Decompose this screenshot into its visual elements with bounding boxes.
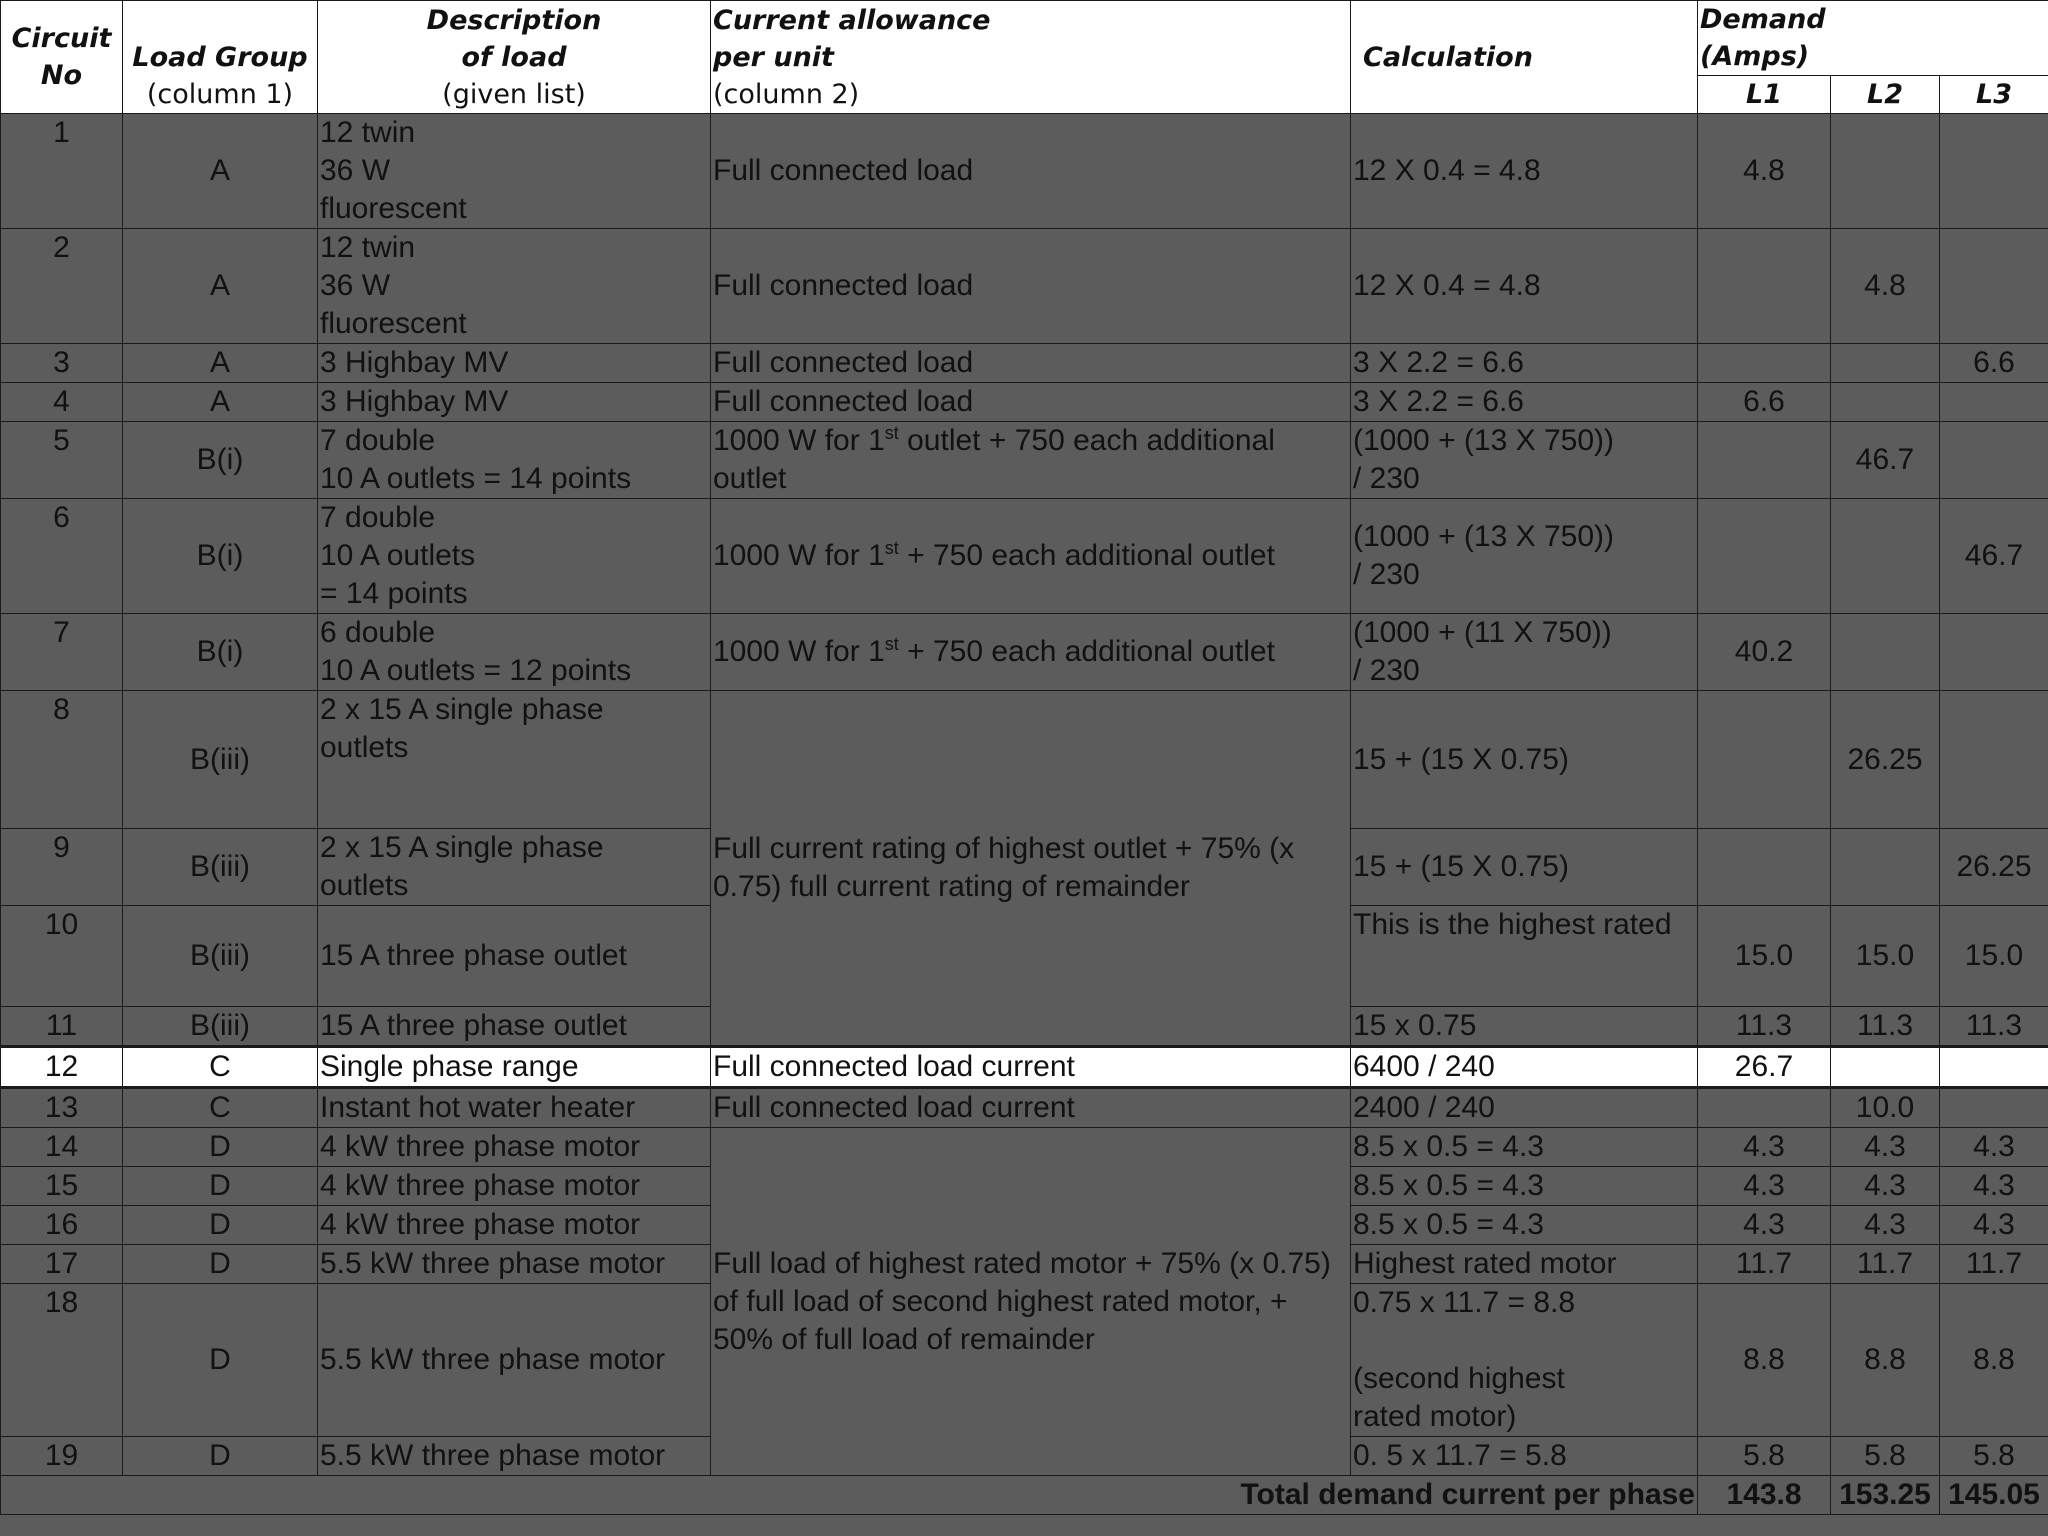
allowance-superscript: st bbox=[884, 634, 899, 654]
demand-l1-cell bbox=[1698, 1088, 1831, 1128]
calculation-cell bbox=[1351, 1206, 1698, 1245]
calculation-cell bbox=[1351, 383, 1698, 422]
rows.18.calc-line: 0. 5 x 11.7 = 5.8 bbox=[1353, 1439, 1567, 1472]
description-cell bbox=[318, 383, 711, 422]
header-calculation: Calculation bbox=[1351, 1, 1698, 114]
rows.12.calc-line: 2400 / 240 bbox=[1353, 1091, 1495, 1124]
rows.5.desc-line: = 14 points bbox=[320, 577, 468, 610]
allowance-cell: Full connected load bbox=[711, 114, 1351, 229]
rows.2.calc-line: 3 X 2.2 = 6.6 bbox=[1353, 346, 1524, 379]
table-row bbox=[1, 1128, 2048, 1167]
rows.14.calc-line: 8.5 x 0.5 = 4.3 bbox=[1353, 1169, 1544, 1202]
description-cell bbox=[318, 1245, 711, 1284]
load-group-cell: B(iii) bbox=[123, 691, 318, 829]
demand-l1-cell bbox=[1698, 829, 1831, 906]
header-circuit-no: Circuit No bbox=[1, 1, 123, 114]
load-group-cell: B(i) bbox=[123, 499, 318, 614]
table-row bbox=[1, 1088, 2048, 1128]
demand-l3-cell bbox=[1940, 229, 2048, 344]
rows.16.desc-line: 5.5 kW three phase motor bbox=[320, 1247, 666, 1280]
rows.17.desc-line: 5.5 kW three phase motor bbox=[320, 1343, 666, 1376]
total-l3: 145.05 bbox=[1940, 1476, 2048, 1515]
allowance-cell: Full connected load bbox=[711, 229, 1351, 344]
circuit-no-cell: 5 bbox=[1, 422, 123, 499]
table-row bbox=[1, 614, 2048, 691]
demand-l1-cell: 4.3 bbox=[1698, 1128, 1831, 1167]
circuit-no-cell: 15 bbox=[1, 1167, 123, 1206]
header-allowance: Current allowance per unit (column 2) bbox=[711, 1, 1351, 114]
description-cell bbox=[318, 1088, 711, 1128]
header-l3: L3 bbox=[1940, 76, 2048, 114]
demand-l1-cell: 11.3 bbox=[1698, 1007, 1831, 1047]
load-group-cell: A bbox=[123, 229, 318, 344]
table-body bbox=[1, 114, 2048, 1515]
calculation-cell bbox=[1351, 229, 1698, 344]
demand-l2-cell bbox=[1831, 344, 1940, 383]
rows.5.calc-line: (1000 + (13 X 750)) bbox=[1353, 520, 1614, 553]
demand-l3-cell bbox=[1940, 114, 2048, 229]
demand-l3-cell: 11.3 bbox=[1940, 1007, 2048, 1047]
demand-l2-cell: 46.7 bbox=[1831, 422, 1940, 499]
demand-l3-cell: 4.3 bbox=[1940, 1206, 2048, 1245]
total-l1: 143.8 bbox=[1698, 1476, 1831, 1515]
load-group-cell: D bbox=[123, 1128, 318, 1167]
rows.13.desc-line: 4 kW three phase motor bbox=[320, 1130, 641, 1163]
demand-l3-cell: 46.7 bbox=[1940, 499, 2048, 614]
demand-l1-cell: 11.7 bbox=[1698, 1245, 1831, 1284]
demand-l2-cell: 15.0 bbox=[1831, 906, 1940, 1007]
calculation-cell bbox=[1351, 499, 1698, 614]
allowance-cell: Full load of highest rated motor + 75% (x 0.75) of full load of second highest rated motor, + 50% of full load of remainder bbox=[711, 1128, 1351, 1476]
circuit-no-cell: 12 bbox=[1, 1047, 123, 1088]
demand-l1-cell bbox=[1698, 422, 1831, 499]
allowance-text: 1000 W for 1 bbox=[713, 539, 885, 572]
table-row bbox=[1, 344, 2048, 383]
rows.10.desc-line: 15 A three phase outlet bbox=[320, 1009, 627, 1042]
circuit-no-cell: 3 bbox=[1, 344, 123, 383]
load-group-cell: B(iii) bbox=[123, 829, 318, 906]
rows.13.calc-line: 8.5 x 0.5 = 4.3 bbox=[1353, 1130, 1544, 1163]
allowance-text: + 750 each additional outlet bbox=[898, 539, 1275, 572]
header-demand: Demand (Amps) bbox=[1698, 1, 2048, 76]
rows.4.calc-line: / 230 bbox=[1353, 462, 1420, 495]
rows.7.desc-line: 2 x 15 A single phase bbox=[320, 693, 604, 726]
rows.0.desc-line: fluorescent bbox=[320, 192, 467, 225]
demand-l1-cell: 8.8 bbox=[1698, 1284, 1831, 1437]
rows.1.desc-line: 36 W bbox=[320, 269, 391, 302]
load-group-cell: C bbox=[123, 1047, 318, 1088]
table-row bbox=[1, 499, 2048, 614]
demand-l3-cell: 5.8 bbox=[1940, 1437, 2048, 1476]
rows.15.calc-line: 8.5 x 0.5 = 4.3 bbox=[1353, 1208, 1544, 1241]
description-cell bbox=[318, 229, 711, 344]
demand-l2-cell bbox=[1831, 1047, 1940, 1088]
demand-l3-cell: 8.8 bbox=[1940, 1284, 2048, 1437]
rows.0.calc-line: 12 X 0.4 = 4.8 bbox=[1353, 154, 1541, 187]
rows.4.desc-line: 7 double bbox=[320, 424, 436, 457]
description-cell bbox=[318, 1047, 711, 1088]
demand-l3-cell: 15.0 bbox=[1940, 906, 2048, 1007]
description-cell bbox=[318, 906, 711, 1007]
allowance-cell: Full connected load current bbox=[711, 1047, 1351, 1088]
demand-l3-cell: 11.7 bbox=[1940, 1245, 2048, 1284]
header-row bbox=[1, 1, 2048, 76]
rows.11.calc-line: 6400 / 240 bbox=[1353, 1050, 1495, 1083]
calculation-cell bbox=[1351, 1245, 1698, 1284]
rows.14.desc-line: 4 kW three phase motor bbox=[320, 1169, 641, 1202]
rows.8.desc-line: outlets bbox=[320, 869, 409, 902]
description-cell bbox=[318, 499, 711, 614]
rows.3.calc-line: 3 X 2.2 = 6.6 bbox=[1353, 385, 1524, 418]
allowance-superscript: st bbox=[884, 423, 899, 443]
rows.18.desc-line: 5.5 kW three phase motor bbox=[320, 1439, 666, 1472]
rows.10.calc-line: 15 x 0.75 bbox=[1353, 1009, 1477, 1042]
header-description: Description of load (given list) bbox=[318, 1, 711, 114]
allowance-text: 1000 W for 1 bbox=[713, 424, 885, 457]
demand-l3-cell bbox=[1940, 1088, 2048, 1128]
calculation-cell bbox=[1351, 114, 1698, 229]
demand-l1-cell bbox=[1698, 499, 1831, 614]
rows.4.calc-line: (1000 + (13 X 750)) bbox=[1353, 424, 1614, 457]
rows.0.desc-line: 36 W bbox=[320, 154, 391, 187]
demand-l3-cell: 4.3 bbox=[1940, 1167, 2048, 1206]
load-group-cell: A bbox=[123, 114, 318, 229]
demand-l2-cell: 5.8 bbox=[1831, 1437, 1940, 1476]
rows.6.desc-line: 6 double bbox=[320, 616, 436, 649]
allowance-cell: Full connected load current bbox=[711, 1088, 1351, 1128]
rows.0.desc-line: 12 twin bbox=[320, 116, 416, 149]
load-group-cell: B(iii) bbox=[123, 1007, 318, 1047]
circuit-no-cell: 13 bbox=[1, 1088, 123, 1128]
demand-l2-cell: 4.8 bbox=[1831, 229, 1940, 344]
circuit-no-cell: 14 bbox=[1, 1128, 123, 1167]
demand-l2-cell bbox=[1831, 499, 1940, 614]
load-group-cell: D bbox=[123, 1284, 318, 1437]
header-l2: L2 bbox=[1831, 76, 1940, 114]
rows.9.calc-line: This is the highest rated bbox=[1353, 908, 1672, 941]
demand-l3-cell: 26.25 bbox=[1940, 829, 2048, 906]
table-row bbox=[1, 1047, 2048, 1088]
load-group-cell: A bbox=[123, 344, 318, 383]
allowance-text: outlet + 750 each additional outlet bbox=[713, 424, 1275, 495]
demand-l3-cell bbox=[1940, 691, 2048, 829]
demand-l1-cell: 4.8 bbox=[1698, 114, 1831, 229]
header-load-group: Load Group (column 1) bbox=[123, 1, 318, 114]
calculation-cell bbox=[1351, 1128, 1698, 1167]
demand-l3-cell bbox=[1940, 1047, 2048, 1088]
demand-l1-cell: 6.6 bbox=[1698, 383, 1831, 422]
table-row bbox=[1, 114, 2048, 229]
load-group-cell: B(i) bbox=[123, 422, 318, 499]
rows.2.desc-line: 3 Highbay MV bbox=[320, 346, 509, 379]
rows.7.desc-line: outlets bbox=[320, 731, 409, 764]
calculation-cell bbox=[1351, 614, 1698, 691]
demand-l2-cell bbox=[1831, 383, 1940, 422]
rows.17.calc-line: 0.75 x 11.7 = 8.8 bbox=[1353, 1286, 1576, 1319]
circuit-no-cell: 9 bbox=[1, 829, 123, 906]
demand-l2-cell: 26.25 bbox=[1831, 691, 1940, 829]
description-cell bbox=[318, 1284, 711, 1437]
calculation-cell bbox=[1351, 1284, 1698, 1437]
demand-l3-cell bbox=[1940, 614, 2048, 691]
rows.6.desc-line: 10 A outlets = 12 points bbox=[320, 654, 632, 687]
circuit-no-cell: 8 bbox=[1, 691, 123, 829]
calculation-cell bbox=[1351, 1047, 1698, 1088]
circuit-no-cell: 2 bbox=[1, 229, 123, 344]
demand-l2-cell: 10.0 bbox=[1831, 1088, 1940, 1128]
demand-l3-cell: 4.3 bbox=[1940, 1128, 2048, 1167]
total-row bbox=[1, 1476, 2048, 1515]
allowance-cell bbox=[711, 614, 1351, 691]
allowance-cell: Full connected load bbox=[711, 383, 1351, 422]
demand-l1-cell bbox=[1698, 344, 1831, 383]
calculation-cell bbox=[1351, 1437, 1698, 1476]
circuit-no-cell: 16 bbox=[1, 1206, 123, 1245]
load-group-cell: D bbox=[123, 1245, 318, 1284]
rows.7.calc-line: 15 + (15 X 0.75) bbox=[1353, 742, 1569, 776]
description-cell bbox=[318, 829, 711, 906]
rows.1.desc-line: fluorescent bbox=[320, 307, 467, 340]
demand-l2-cell bbox=[1831, 829, 1940, 906]
rows.1.desc-line: 12 twin bbox=[320, 231, 416, 264]
table-row bbox=[1, 422, 2048, 499]
demand-l2-cell: 4.3 bbox=[1831, 1206, 1940, 1245]
load-group-cell: A bbox=[123, 383, 318, 422]
description-cell bbox=[318, 1167, 711, 1206]
rows.8.calc-line: 15 + (15 X 0.75) bbox=[1353, 850, 1569, 883]
description-cell bbox=[318, 422, 711, 499]
rows.5.calc-line: / 230 bbox=[1353, 558, 1420, 591]
circuit-no-cell: 19 bbox=[1, 1437, 123, 1476]
description-cell bbox=[318, 614, 711, 691]
load-group-cell: D bbox=[123, 1437, 318, 1476]
rows.12.desc-line: Instant hot water heater bbox=[320, 1091, 636, 1124]
demand-l2-cell: 11.3 bbox=[1831, 1007, 1940, 1047]
calculation-cell bbox=[1351, 1088, 1698, 1128]
rows.3.desc-line: 3 Highbay MV bbox=[320, 385, 509, 418]
demand-l2-cell: 8.8 bbox=[1831, 1284, 1940, 1437]
rows.5.desc-line: 7 double bbox=[320, 501, 436, 534]
circuit-no-cell: 1 bbox=[1, 114, 123, 229]
calculation-cell bbox=[1351, 344, 1698, 383]
circuit-no-cell: 18 bbox=[1, 1284, 123, 1437]
load-group-cell: B(iii) bbox=[123, 906, 318, 1007]
description-cell bbox=[318, 1206, 711, 1245]
allowance-cell bbox=[711, 499, 1351, 614]
demand-l1-cell bbox=[1698, 691, 1831, 829]
description-cell bbox=[318, 691, 711, 829]
rows.4.desc-line: 10 A outlets = 14 points bbox=[320, 462, 632, 495]
total-l2: 153.25 bbox=[1831, 1476, 1940, 1515]
demand-l2-cell: 4.3 bbox=[1831, 1128, 1940, 1167]
demand-l1-cell: 4.3 bbox=[1698, 1167, 1831, 1206]
demand-l2-cell: 4.3 bbox=[1831, 1167, 1940, 1206]
load-group-cell: B(i) bbox=[123, 614, 318, 691]
demand-l1-cell: 40.2 bbox=[1698, 614, 1831, 691]
total-label: Total demand current per phase bbox=[1, 1476, 1698, 1515]
calculation-cell bbox=[1351, 906, 1698, 1007]
demand-l3-cell bbox=[1940, 422, 2048, 499]
rows.15.desc-line: 4 kW three phase motor bbox=[320, 1208, 641, 1241]
description-cell bbox=[318, 1007, 711, 1047]
table-row bbox=[1, 229, 2048, 344]
allowance-cell: Full connected load bbox=[711, 344, 1351, 383]
rows.17.calc-line: (second highest bbox=[1353, 1362, 1565, 1395]
demand-l1-cell bbox=[1698, 229, 1831, 344]
allowance-text: + 750 each additional outlet bbox=[898, 635, 1275, 668]
load-group-cell: C bbox=[123, 1088, 318, 1128]
demand-l1-cell: 5.8 bbox=[1698, 1437, 1831, 1476]
rows.17.calc-line bbox=[1353, 1322, 1695, 1360]
description-cell bbox=[318, 1437, 711, 1476]
rows.17.calc-line: rated motor) bbox=[1353, 1400, 1517, 1433]
calculation-cell bbox=[1351, 829, 1698, 906]
demand-l2-cell: 11.7 bbox=[1831, 1245, 1940, 1284]
circuit-no-cell: 17 bbox=[1, 1245, 123, 1284]
description-cell bbox=[318, 1128, 711, 1167]
description-cell bbox=[318, 114, 711, 229]
demand-l1-cell: 4.3 bbox=[1698, 1206, 1831, 1245]
header-l1: L1 bbox=[1698, 76, 1831, 114]
demand-l3-cell bbox=[1940, 383, 2048, 422]
rows.16.calc-line: Highest rated motor bbox=[1353, 1247, 1617, 1280]
demand-l2-cell bbox=[1831, 614, 1940, 691]
rows.5.desc-line: 10 A outlets bbox=[320, 539, 476, 572]
table-row bbox=[1, 383, 2048, 422]
rows.9.desc-line: 15 A three phase outlet bbox=[320, 939, 627, 972]
demand-l2-cell bbox=[1831, 114, 1940, 229]
load-group-cell: D bbox=[123, 1167, 318, 1206]
calculation-cell bbox=[1351, 1007, 1698, 1047]
allowance-text: 1000 W for 1 bbox=[713, 635, 885, 668]
demand-l1-cell: 26.7 bbox=[1698, 1047, 1831, 1088]
allowance-cell bbox=[711, 422, 1351, 499]
calculation-cell bbox=[1351, 422, 1698, 499]
circuit-no-cell: 6 bbox=[1, 499, 123, 614]
demand-l3-cell: 6.6 bbox=[1940, 344, 2048, 383]
circuit-no-cell: 11 bbox=[1, 1007, 123, 1047]
rows.6.calc-line: / 230 bbox=[1353, 654, 1420, 687]
calculation-cell bbox=[1351, 691, 1698, 829]
rows.1.calc-line: 12 X 0.4 = 4.8 bbox=[1353, 269, 1541, 302]
circuit-no-cell: 7 bbox=[1, 614, 123, 691]
rows.8.desc-line: 2 x 15 A single phase bbox=[320, 831, 604, 864]
load-group-cell: D bbox=[123, 1206, 318, 1245]
rows.6.calc-line: (1000 + (11 X 750)) bbox=[1353, 616, 1612, 649]
rows.11.desc-line: Single phase range bbox=[320, 1050, 579, 1083]
circuit-no-cell: 4 bbox=[1, 383, 123, 422]
description-cell bbox=[318, 344, 711, 383]
demand-l1-cell: 15.0 bbox=[1698, 906, 1831, 1007]
allowance-superscript: st bbox=[884, 538, 899, 558]
calculation-cell bbox=[1351, 1167, 1698, 1206]
table-row bbox=[1, 691, 2048, 829]
circuit-no-cell: 10 bbox=[1, 906, 123, 1007]
allowance-cell: Full current rating of highest outlet + 75% (x 0.75) full current rating of remainder bbox=[711, 691, 1351, 1047]
